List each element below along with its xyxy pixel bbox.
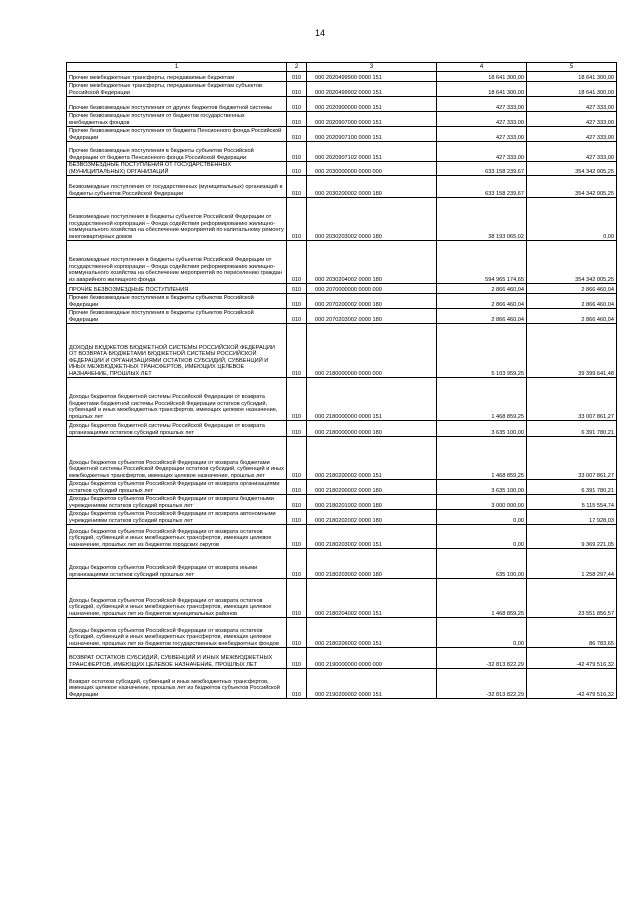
row-line-code: 010: [287, 72, 307, 82]
row-amount-executed: 427 333,00: [527, 112, 617, 127]
row-line-code: 010: [287, 324, 307, 378]
row-budget-code: 000 2180202002 0000 180: [307, 510, 437, 525]
table-row: [67, 669, 617, 699]
row-line-code: 010: [287, 284, 307, 294]
row-amount-executed: 18 641 300,00: [527, 72, 617, 82]
row-amount-executed: 427 333,00: [527, 142, 617, 162]
row-amount-approved: 3 000 000,00: [437, 495, 527, 510]
row-line-code: 010: [287, 294, 307, 309]
row-amount-approved: 427 333,00: [437, 127, 527, 142]
row-description: Прочие безвозмездные поступления в бюджеты субъектов Российской Федерации от бюджета Пенсионного фонда Российской Федерации: [67, 142, 287, 162]
row-amount-approved: 594 965 174,65: [437, 241, 527, 284]
row-line-code: 010: [287, 549, 307, 579]
row-amount-executed: 6 391 780,21: [527, 421, 617, 437]
header-cell: 4: [437, 63, 527, 72]
row-amount-executed: 2 866 460,04: [527, 294, 617, 309]
row-amount-executed: 0,00: [527, 198, 617, 241]
table-row: [67, 648, 617, 669]
row-description: Прочие межбюджетные трансферты, передаваемые бюджетам субъектов Российской Федерации: [67, 82, 287, 97]
row-amount-executed: -42 479 516,32: [527, 648, 617, 669]
row-budget-code: 000 2180203002 0000 151: [307, 525, 437, 549]
table-row: [67, 421, 617, 437]
table-row: [67, 309, 617, 324]
row-budget-code: 000 2020907102 0000 151: [307, 142, 437, 162]
header-cell: 5: [527, 63, 617, 72]
table-row: [67, 142, 617, 162]
row-amount-approved: 18 641 300,00: [437, 72, 527, 82]
row-line-code: 010: [287, 309, 307, 324]
table-row: [67, 579, 617, 618]
row-description: Доходы бюджетов субъектов Российской Федерации от возврата автономными учреждениями остатков субсидий прошлых лет: [67, 510, 287, 525]
row-amount-executed: 23 551 856,57: [527, 579, 617, 618]
row-amount-approved: 427 333,00: [437, 142, 527, 162]
row-description: ДОХОДЫ БЮДЖЕТОВ БЮДЖЕТНОЙ СИСТЕМЫ РОССИЙСКОЙ ФЕДЕРАЦИИ ОТ ВОЗВРАТА БЮДЖЕТАМИ БЮДЖЕТНОЙ СИСТЕМЫ РОССИЙСКОЙ ФЕДЕРАЦИИ И ОРГАНИЗАЦИЯМИ ОСТАТКОВ СУБСИДИЙ, СУБВЕНЦИЙ И ИНЫХ МЕЖБЮДЖЕТНЫХ ТРАНСФЕРТОВ, ИМЕЮЩИХ ЦЕЛЕВОЕ НАЗНАЧЕНИЕ, ПРОШЛЫХ ЛЕТ: [67, 324, 287, 378]
row-budget-code: 000 2030000000 0000 000: [307, 162, 437, 176]
row-description: БЕЗВОЗМЕЗДНЫЕ ПОСТУПЛЕНИЯ ОТ ГОСУДАРСТВЕННЫХ (МУНИЦИПАЛЬНЫХ) ОРГАНИЗАЦИЙ: [67, 162, 287, 176]
row-description: Возврат остатков субсидий, субвенций и иных межбюджетных трансфертов, имеющих целевое назначение, прошлых лет из бюджетов субъектов Российской Федерации: [67, 669, 287, 699]
row-amount-executed: 9 369 221,05: [527, 525, 617, 549]
row-amount-executed: 354 342 005,25: [527, 176, 617, 198]
row-line-code: 010: [287, 510, 307, 525]
table-row: [67, 378, 617, 421]
row-description: Доходы бюджетов бюджетной системы Российской Федерации от возврата бюджетами бюджетной системы Российской Федерации остатков субсидий, субвенций и иных межбюджетных трансфертов, имеющих целевое назначение, прошлых лет: [67, 378, 287, 421]
row-budget-code: 000 2180206002 0000 151: [307, 618, 437, 648]
row-amount-approved: 1 468 859,25: [437, 378, 527, 421]
row-amount-executed: 427 333,00: [527, 127, 617, 142]
row-budget-code: 000 2180000000 0000 151: [307, 378, 437, 421]
row-amount-approved: 2 866 460,04: [437, 294, 527, 309]
row-amount-executed: 354 342 005,25: [527, 162, 617, 176]
row-line-code: 010: [287, 378, 307, 421]
row-amount-approved: 635 100,00: [437, 549, 527, 579]
table-row: [67, 241, 617, 284]
row-amount-approved: 0,00: [437, 618, 527, 648]
table-row: [67, 72, 617, 82]
row-amount-approved: -32 813 822,29: [437, 648, 527, 669]
table-row: [67, 549, 617, 579]
row-amount-approved: 18 641 300,00: [437, 82, 527, 97]
table-row: [67, 324, 617, 378]
row-line-code: 010: [287, 525, 307, 549]
row-line-code: 010: [287, 669, 307, 699]
row-amount-approved: 5 103 959,25: [437, 324, 527, 378]
row-description: Доходы бюджетов бюджетной системы Российской Федерации от возврата организациями остатков субсидий прошлых лет: [67, 421, 287, 437]
row-line-code: 010: [287, 241, 307, 284]
table-row: [67, 284, 617, 294]
row-budget-code: 000 2030203002 0000 180: [307, 198, 437, 241]
table-row: [67, 127, 617, 142]
row-budget-code: 000 2180000000 0000 180: [307, 421, 437, 437]
row-amount-executed: 2 866 460,04: [527, 309, 617, 324]
row-amount-executed: 1 258 297,44: [527, 549, 617, 579]
row-budget-code: 000 2020907000 0000 151: [307, 112, 437, 127]
header-cell: 3: [307, 63, 437, 72]
table-row: [67, 510, 617, 525]
row-description: Прочие безвозмездные поступления в бюджеты субъектов Российской Федерации: [67, 309, 287, 324]
row-line-code: 010: [287, 162, 307, 176]
table-row: [67, 437, 617, 480]
row-budget-code: 000 2180200002 0000 180: [307, 480, 437, 495]
header-cell: 1: [67, 63, 287, 72]
row-amount-executed: 2 866 460,04: [527, 284, 617, 294]
row-amount-approved: 1 468 859,25: [437, 579, 527, 618]
row-budget-code: 000 2180203002 0000 180: [307, 549, 437, 579]
row-description: Прочие безвозмездные поступления от других бюджетов бюджетной системы: [67, 97, 287, 112]
row-line-code: 010: [287, 421, 307, 437]
row-description: Доходы бюджетов субъектов Российской Федерации от возврата остатков субсидий, субвенций и иных межбюджетных трансфертов, имеющих целевое назначение, прошлых лет из бюджетов муниципальных районов: [67, 579, 287, 618]
row-line-code: 010: [287, 437, 307, 480]
table-row: [67, 525, 617, 549]
row-amount-approved: 633 158 239,67: [437, 162, 527, 176]
row-description: ВОЗВРАТ ОСТАТКОВ СУБСИДИЙ, СУБВЕНЦИЙ И ИНЫХ МЕЖБЮДЖЕТНЫХ ТРАНСФЕРТОВ, ИМЕЮЩИХ ЦЕЛЕВОЕ НАЗНАЧЕНИЕ, ПРОШЛЫХ ЛЕТ: [67, 648, 287, 669]
table-row: [67, 176, 617, 198]
row-amount-approved: 0,00: [437, 510, 527, 525]
row-description: Доходы бюджетов субъектов Российской Федерации от возврата остатков субсидий, субвенций и иных межбюджетных трансфертов, имеющих целевое назначение, прошлых лет из бюджетов городских округов: [67, 525, 287, 549]
row-description: Прочие безвозмездные поступления от бюджетов государственных внебюджетных фондов: [67, 112, 287, 127]
row-amount-approved: -32 813 822,29: [437, 669, 527, 699]
row-amount-executed: -42 479 516,32: [527, 669, 617, 699]
row-description: Доходы бюджетов субъектов Российской Федерации от возврата остатков субсидий, субвенций и иных межбюджетных трансфертов, имеющих целевое назначение, прошлых лет из бюджетов государственных внебюджетных фондов: [67, 618, 287, 648]
table-row: [67, 162, 617, 176]
row-budget-code: 000 2180201002 0000 180: [307, 495, 437, 510]
row-budget-code: 000 2180204002 0000 151: [307, 579, 437, 618]
table-row: [67, 294, 617, 309]
row-budget-code: 000 2030200002 0000 180: [307, 176, 437, 198]
row-budget-code: 000 2030204002 0000 180: [307, 241, 437, 284]
row-description: Безвозмездные поступления в бюджеты субъектов Российской Федерации от государственной корпорации – Фонда содействия реформированию жилищно-коммунального хозяйства на обеспечение мероприятий по переселению граждан из аварийного жилищного фонда: [67, 241, 287, 284]
row-description: Доходы бюджетов субъектов Российской Федерации от возврата иными организациями остатков субсидий прошлых лет: [67, 549, 287, 579]
row-budget-code: 000 2070203002 0000 180: [307, 309, 437, 324]
page-number: 14: [314, 28, 325, 38]
row-budget-code: 000 2070200002 0000 180: [307, 294, 437, 309]
row-budget-code: 000 2020499902 0000 151: [307, 82, 437, 97]
table-header-row: [67, 63, 617, 72]
row-line-code: 010: [287, 648, 307, 669]
table-row: [67, 112, 617, 127]
row-line-code: 010: [287, 480, 307, 495]
row-amount-approved: 2 866 460,04: [437, 284, 527, 294]
row-line-code: 010: [287, 97, 307, 112]
row-amount-executed: 18 641 300,00: [527, 82, 617, 97]
row-amount-executed: 17 928,03: [527, 510, 617, 525]
row-amount-approved: 427 333,00: [437, 97, 527, 112]
row-amount-executed: 354 342 005,25: [527, 241, 617, 284]
row-description: Доходы бюджетов субъектов Российской Федерации от возврата организациями остатков субсидий прошлых лет: [67, 480, 287, 495]
row-line-code: 010: [287, 82, 307, 97]
row-amount-executed: 33 007 861,27: [527, 378, 617, 421]
row-description: Прочие межбюджетные трансферты, передаваемые бюджетам: [67, 72, 287, 82]
row-line-code: 010: [287, 142, 307, 162]
row-amount-executed: 33 007 861,27: [527, 437, 617, 480]
row-budget-code: 000 2020907100 0000 151: [307, 127, 437, 142]
table-row: [67, 198, 617, 241]
row-description: Безвозмездные поступления от государственных (муниципальных) организаций в бюджеты субъектов Российской Федерации: [67, 176, 287, 198]
row-line-code: 010: [287, 112, 307, 127]
row-amount-executed: 39 399 641,48: [527, 324, 617, 378]
row-budget-code: 000 2020900000 0000 151: [307, 97, 437, 112]
row-budget-code: 000 2070000000 0000 000: [307, 284, 437, 294]
row-description: Прочие безвозмездные поступления от бюджета Пенсионного фонда Российской Федерации: [67, 127, 287, 142]
row-amount-approved: 2 866 460,04: [437, 309, 527, 324]
row-budget-code: 000 2180200002 0000 151: [307, 437, 437, 480]
row-description: Безвозмездные поступления в бюджеты субъектов Российской Федерации от государственной корпорации – Фонда содействия реформированию жилищно-коммунального хозяйства на обеспечение мероприятий по капитальному ремонту многоквартирных домов: [67, 198, 287, 241]
row-description: Прочие безвозмездные поступления в бюджеты субъектов Российской Федерации: [67, 294, 287, 309]
row-line-code: 010: [287, 198, 307, 241]
row-budget-code: 000 2190200002 0000 151: [307, 669, 437, 699]
row-amount-approved: 1 468 859,25: [437, 437, 527, 480]
row-description: Доходы бюджетов субъектов Российской Федерации от возврата бюджетами бюджетной системы Российской Федерации остатков субсидий, субвенций и иных межбюджетных трансфертов, имеющих целевое назначение, прошлых лет: [67, 437, 287, 480]
row-budget-code: 000 2180000000 0000 000: [307, 324, 437, 378]
row-amount-approved: 427 333,00: [437, 112, 527, 127]
row-amount-approved: 38 193 065,02: [437, 198, 527, 241]
row-amount-executed: 6 391 780,21: [527, 480, 617, 495]
row-amount-approved: 3 635 100,00: [437, 480, 527, 495]
row-budget-code: 000 2020499900 0000 151: [307, 72, 437, 82]
header-cell: 2: [287, 63, 307, 72]
row-line-code: 010: [287, 127, 307, 142]
row-description: ПРОЧИЕ БЕЗВОЗМЕЗДНЫЕ ПОСТУПЛЕНИЯ: [67, 284, 287, 294]
row-line-code: 010: [287, 495, 307, 510]
row-amount-executed: 5 115 554,74: [527, 495, 617, 510]
table-row: [67, 97, 617, 112]
row-line-code: 010: [287, 176, 307, 198]
row-line-code: 010: [287, 618, 307, 648]
table-row: [67, 480, 617, 495]
row-budget-code: 000 2190000000 0000 000: [307, 648, 437, 669]
table-row: [67, 82, 617, 97]
income-report-table: [66, 62, 617, 699]
table-row: [67, 618, 617, 648]
row-line-code: 010: [287, 579, 307, 618]
row-amount-approved: 0,00: [437, 525, 527, 549]
row-amount-executed: 427 333,00: [527, 97, 617, 112]
row-amount-approved: 633 158 239,67: [437, 176, 527, 198]
row-amount-approved: 3 635 100,00: [437, 421, 527, 437]
row-amount-executed: 86 783,65: [527, 618, 617, 648]
table-row: [67, 495, 617, 510]
row-description: Доходы бюджетов субъектов Российской Федерации от возврата бюджетными учреждениями остатков субсидий прошлых лет: [67, 495, 287, 510]
